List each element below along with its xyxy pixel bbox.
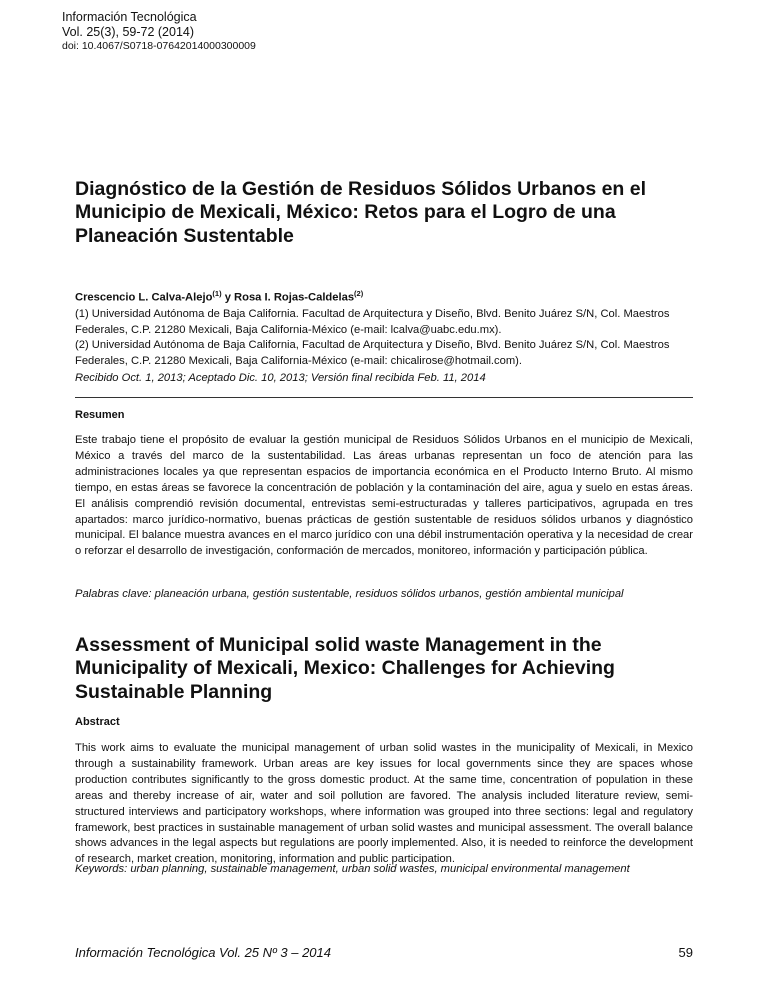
author-1: Crescencio L. Calva-Alejo: [75, 291, 213, 304]
authors-block: [75, 289, 715, 370]
resumen-heading: Resumen: [75, 409, 125, 421]
resumen-keywords: Palabras clave: planeación urbana, gestión sustentable, residuos sólidos urbanos, gestión ambiental municipal: [75, 588, 624, 600]
footer-journal-issue: Información Tecnológica Vol. 25 Nº 3 – 2014: [75, 945, 332, 960]
journal-doi: doi: 10.4067/S0718-07642014000300009: [62, 39, 256, 52]
author-2-sup: (2): [354, 289, 364, 298]
abstract-heading: Abstract: [75, 716, 120, 728]
affiliation-1: (1) Universidad Autónoma de Baja California. Facultad de Arquitectura y Diseño, Blvd. Benito Juárez S/N, Col. Maestros Federales, C.P. 21280 Mexicali, Baja California-México (e-mail: lcalva@uabc.edu.mx).: [75, 307, 670, 336]
author-line: [75, 289, 715, 307]
resumen-text: Este trabajo tiene el propósito de evaluar la gestión municipal de Residuos Sólidos Urbanos en el municipio de Mexicali, México a través del marco de la sustentabilidad. Las áreas urbanas representan un foco de atención para las administraciones locales ya que representan espacios de importancia económica en el Producto Interno Bruto. Al mismo tiempo, en estas áreas se favorece la concentración de población y la contaminación del aire, agua y suelo en estas áreas. El análisis comprendió revisión documental, entrevistas semi-estructuradas y talleres participativos, agrupada en tres apartados: marco jurídico-normativo, buenas prácticas de gestión sustentable de residuos sólidos urbanos y diagnóstico municipal. El balance muestra avances en el marco jurídico con una débil instrumentación operativa y la necesidad de crear o reforzar el desarrollo de investigación, conformación de mercados, monitoreo, información y participación pública.: [75, 434, 693, 558]
author-1-sup: (1): [212, 289, 222, 298]
author-conjunction: y: [221, 291, 235, 304]
journal-name: Información Tecnológica: [62, 10, 197, 24]
author-2: Rosa I. Rojas-Caldelas: [234, 291, 355, 304]
abstract-text: This work aims to evaluate the municipal management of urban solid wastes in the municipality of Mexicali, in Mexico through a sustainability framework. Urban areas are key issues for local governments since they are spaces whose production contributes significantly to the gross domestic product. At the same time, concentration of population in these areas and thereby increase of air, water and soil pollution are favored. The analysis included literature review, semi-structured interviews and participatory workshops, where information was grouped into three sections: legal and regulatory framework, best practices in sustainable management of urban solid wastes and municipal assessment. The overall balance shows advances in the legal aspects but regulations are poorly implemented. Also, it is needed to reinforce the development of research, market creation, monitoring, information and public participation.: [75, 742, 693, 866]
section-divider: [75, 397, 693, 398]
title-english: Assessment of Municipal solid waste Management in the Municipality of Mexicali, Mexico: Challenges for Achieving Sustainable Planning: [75, 634, 615, 703]
title-spanish: Diagnóstico de la Gestión de Residuos Sólidos Urbanos en el Municipio de Mexicali, México: Retos para el Logro de una Planeación Sustentable: [75, 178, 647, 247]
journal-header: [62, 10, 256, 52]
footer-page-number: 59: [678, 945, 693, 960]
abstract-keywords: Keywords: urban planning, sustainable management, urban solid wastes, municipal environmental management: [75, 863, 630, 875]
affiliation-2: (2) Universidad Autónoma de Baja California, Facultad de Arquitectura y Diseño, Blvd. Benito Juárez S/N, Col. Maestros Federales, C.P. 21280 Mexicali, Baja California-México (e-mail: chicalirose@hotmail.com).: [75, 339, 670, 368]
journal-volume: Vol. 25(3), 59-72 (2014): [62, 24, 195, 39]
received-dates: Recibido Oct. 1, 2013; Aceptado Dic. 10, 2013; Versión final recibida Feb. 11, 2014: [75, 372, 486, 384]
